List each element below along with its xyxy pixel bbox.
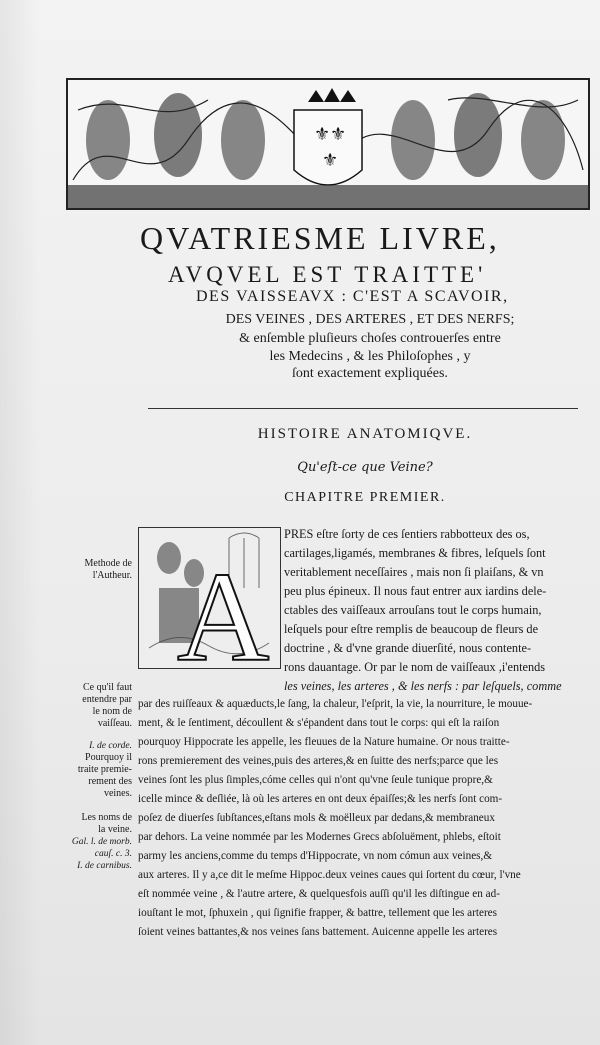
body-line: poſez de diuerſes ſubſtances,eſtans mols & moëlleux par dedans,& membraneux (138, 812, 495, 824)
decorated-initial (138, 527, 281, 669)
margin-note: entendre par (82, 694, 132, 705)
divider-rule (148, 408, 578, 409)
margin-note: l'Autheur. (92, 570, 132, 581)
body-line: rons dauantage. Or par le nom de vaiſſeaux ,i'entends (284, 660, 546, 674)
margin-note: I. de corde. (89, 741, 132, 751)
body-line: iouſtant le mot, ſphuxein , qui ſignifie frapper, & battre, tellement que les arteres (138, 907, 497, 919)
initial-letter: A (177, 546, 270, 668)
body-line: rons premierement des veines,puis des arteres,& en ſuitte des nerfs;parce que les (138, 755, 499, 767)
body-line: ſoient veines battantes,& nos veines ſans battement. Auicenne appelle les arteres (138, 926, 498, 938)
engraved-headband (66, 78, 590, 210)
svg-text:⚜: ⚜ (330, 124, 347, 145)
margin-note: traite premie- (77, 764, 132, 775)
subtitle-line: ſont exactement expliquées. (292, 366, 448, 381)
body-line: leſquels pour eſtre remplis de beaucoup de fleurs de (284, 622, 539, 636)
margin-note: Ce qu'il faut (82, 682, 132, 693)
margin-note: I. de carnibus. (77, 861, 132, 871)
margin-note: la veine. (98, 824, 132, 835)
section-question: Qu'eſt-ce que Veine? (297, 460, 433, 475)
svg-text:⚜: ⚜ (314, 124, 331, 145)
body-line: icelle mince & deſliée, là où les arteres en ont deux épaiſſes;& les nerfs ſont com- (138, 793, 503, 805)
book-subtitle-line: DES VAISSEAVX : C'EST A SCAVOIR, (196, 288, 509, 305)
svg-text:⚜: ⚜ (322, 150, 339, 171)
body-line: par des ruiſſeaux & aquæducts,le ſang, la chaleur, l'eſprit, la vie, la nourriture, le mouue- (138, 698, 533, 710)
body-line: ctables des vaiſſeaux arrouſans tout le corps humain, (284, 603, 542, 617)
body-line: doctrine , & d'vne grande diuerſité, nous contente- (284, 641, 532, 655)
section-heading: HISTOIRE ANATOMIQVE. (257, 426, 473, 442)
subtitle-line: les Medecins , & les Philoſophes , y (269, 349, 471, 364)
margin-note: vaiſſeau. (97, 718, 132, 729)
body-line: peu plus épineux. Il nous faut entrer aux iardins dele- (284, 584, 547, 598)
margin-note: Les noms de (81, 812, 132, 823)
margin-note: Gal. l. de morb. (71, 837, 132, 847)
margin-note: cauſ. c. 3. (94, 849, 132, 859)
body-line: eſt nommée veine , & l'autre artere, & quelquesfois auſſi qu'il les diſtingue en ad- (138, 888, 500, 900)
chapter-heading: CHAPITRE PREMIER. (284, 490, 446, 505)
margin-note: rement des (88, 776, 132, 787)
body-line: pourquoy Hippocrate les appelle, les fleuues de la Nature humaine. Or nous traitte- (138, 736, 510, 748)
book-subtitle-line: AVQVEL EST TRAITTE' (168, 262, 487, 287)
subtitle-line: & enſemble pluſieurs choſes controuerſes entre (239, 331, 501, 346)
body-line: cartilages,ligamés, membranes & fibres, leſquels ſont (284, 546, 546, 560)
body-line: PRES eſtre ſorty de ces ſentiers rabbotteux des os, (284, 527, 530, 541)
margin-note: veines. (103, 788, 132, 799)
body-line: ment, & le ſentiment, découllent & s'épandent dans tout le corps: qui eſt la raiſon (138, 717, 500, 729)
subtitle-line: DES VEINES , DES ARTERES , ET DES NERFS; (225, 312, 515, 327)
margin-note: le nom de (92, 706, 132, 717)
book-title: QVATRIESME LIVRE, (140, 220, 500, 256)
body-line: veines ſont les plus ſimples,cóme celles qui n'ont qu'vne ſeule tunique propre,& (138, 774, 493, 786)
margin-note: Methode de (84, 558, 132, 569)
body-line: parmy les anciens,comme du temps d'Hippocrate, vn nom cómun aux veines,& (138, 850, 493, 862)
body-line: par dehors. La veine nommée par les Modernes Grecs abſoluëment, phlebs, eſtoit (138, 831, 501, 843)
margin-note: Pourquoy il (85, 752, 132, 763)
body-line: aux arteres. Il y a,ce dit le meſme Hippoc.deux veines caues qui ſortent du cœur, l'vne (138, 869, 521, 881)
body-line: veritablement neceſſaires , mais non ſi plaiſans, & vn (284, 565, 544, 579)
body-line: les veines, les arteres , & les nerfs : par leſquels, comme (284, 679, 562, 693)
